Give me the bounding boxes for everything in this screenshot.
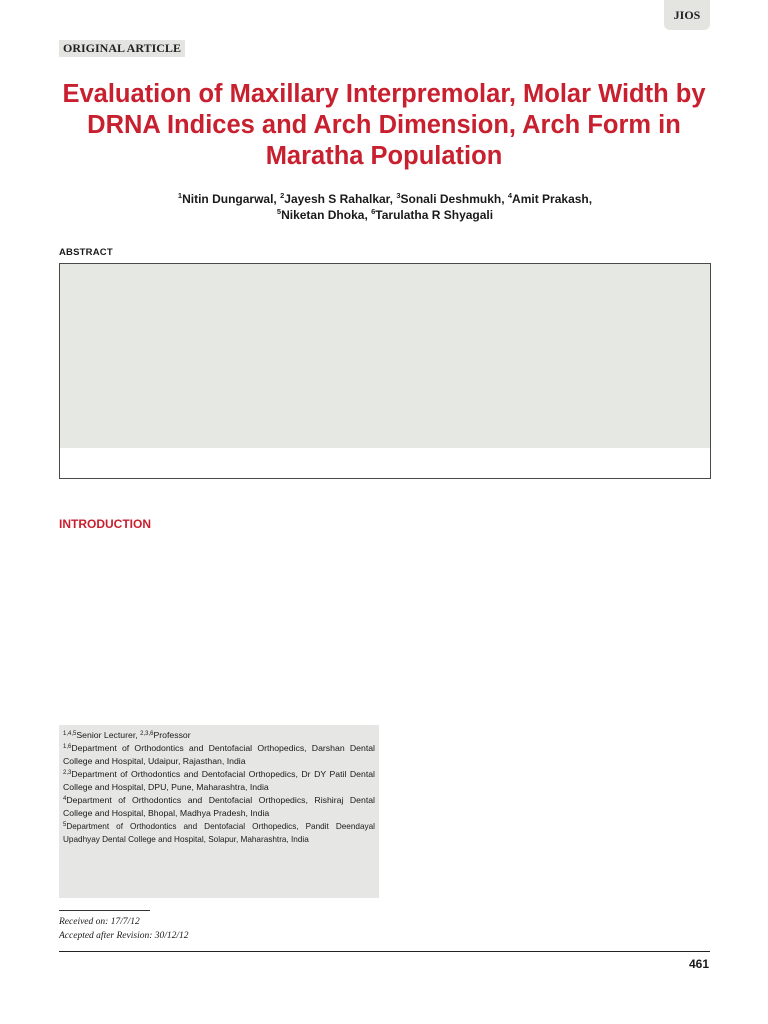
- author: [396, 192, 508, 206]
- affiliation-role: Professor: [153, 730, 191, 740]
- author-line-1: [60, 192, 710, 208]
- affiliation-superscript: 4: [63, 796, 67, 802]
- affiliation-superscript: 1,4,5: [63, 731, 77, 737]
- abstract-box: [59, 263, 711, 479]
- author-superscript: 6: [371, 206, 376, 216]
- author-separator: ,: [588, 192, 593, 206]
- author: [508, 192, 592, 206]
- affiliation-entry: [63, 820, 375, 846]
- page-number: 461: [688, 957, 709, 971]
- affiliation-text: Department of Orthodontics and Dentofacial Orthopedics, Dr DY Patil Dental College and Hospital, DPU, Pune, Maharashtra, India: [63, 769, 375, 792]
- journal-tab: JIOS: [664, 0, 710, 30]
- affiliation-roles: [63, 729, 375, 742]
- author: [371, 208, 493, 222]
- article-type-label: ORIGINAL ARTICLE: [59, 40, 185, 57]
- author: [178, 192, 280, 206]
- author-list: [60, 192, 710, 223]
- author-separator: ,: [389, 192, 397, 206]
- affiliation-entry: [63, 742, 375, 768]
- affiliation-entry: [63, 768, 375, 794]
- article-title: Evaluation of Maxillary Interpremolar, Molar Width by DRNA Indices and Arch Dimension, Arch Form in Maratha Population: [62, 80, 706, 170]
- affiliation-superscript: 1,6: [63, 744, 72, 750]
- affiliation-text: Department of Orthodontics and Dentofacial Orthopedics, Rishiraj Dental College and Hospital, Bhopal, Madhya Pradesh, India: [63, 795, 375, 818]
- affiliation-text: Department of Orthodontics and Dentofacial Orthopedics, Darshan Dental College and Hospital, Udaipur, Rajasthan, India: [63, 743, 375, 766]
- introduction-heading: INTRODUCTION: [59, 517, 151, 531]
- author-superscript: 4: [507, 191, 513, 200]
- author-superscript: 1: [177, 191, 183, 200]
- author-line-2: [60, 208, 710, 224]
- author-separator: ,: [364, 207, 372, 222]
- author-name: Sonali Deshmukh: [400, 192, 502, 206]
- affiliation-superscript: 2,3: [63, 770, 72, 776]
- received-date: Received on: 17/7/12: [59, 917, 140, 927]
- affiliation-superscript: 5: [63, 822, 67, 828]
- author-name: Amit Prakash: [512, 192, 589, 206]
- abstract-heading: ABSTRACT: [59, 247, 113, 258]
- author-superscript: 3: [396, 191, 401, 200]
- abstract-shaded-panel: [60, 264, 710, 448]
- submission-dates: [59, 915, 189, 943]
- affiliation-superscript: 2,3,6: [140, 731, 154, 737]
- author: [280, 192, 396, 206]
- author: [277, 208, 371, 222]
- author-separator: ,: [273, 192, 281, 206]
- footnote-divider: [59, 910, 150, 911]
- author-name: Niketan Dhoka: [281, 207, 365, 222]
- author-name: Jayesh S Rahalkar: [284, 192, 390, 206]
- author-name: Nitin Dungarwal: [182, 192, 274, 206]
- accepted-date: Accepted after Revision: 30/12/12: [59, 931, 189, 941]
- author-name: Tarulatha R Shyagali: [375, 207, 494, 222]
- affiliation-role: Senior Lecturer,: [76, 730, 141, 740]
- footer-divider: [59, 951, 710, 952]
- author-separator: ,: [501, 192, 508, 206]
- author-superscript: 5: [276, 206, 282, 216]
- affiliation-text: Department of Orthodontics and Dentofacial Orthopedics, Pandit Deendayal Upadhyay Dental College and Hospital, Solapur, Maharashtra, India: [63, 822, 375, 844]
- affiliations-panel: [59, 725, 379, 898]
- author-superscript: 2: [280, 191, 285, 200]
- affiliation-entry: [63, 794, 375, 820]
